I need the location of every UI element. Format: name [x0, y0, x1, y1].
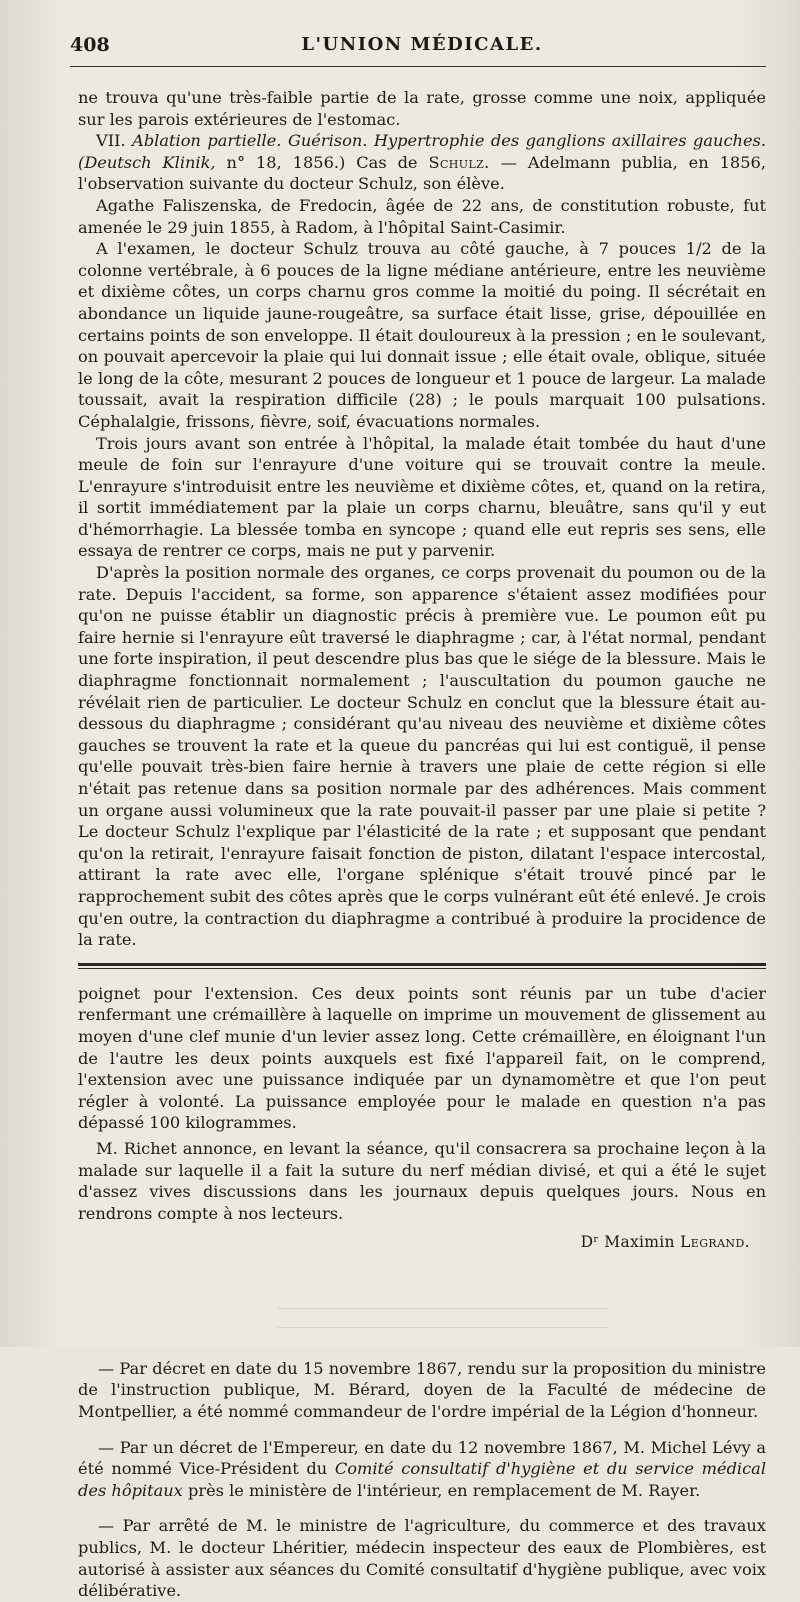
section-text: — Adelmann publia, en 1856, l'observation suivante du docteur Schulz, son élève. [78, 152, 766, 194]
show-through-area [78, 1278, 766, 1358]
section-title: Ablation partielle. Guérison. Hypertrophie des ganglions axillaires gauches. [132, 131, 766, 151]
signature [78, 1232, 750, 1254]
source-citation: (Deutsch Klinik, [78, 152, 216, 172]
news-section [78, 1358, 766, 1602]
signature-name: Legrand. [680, 1233, 750, 1252]
paragraph: Agathe Faliszenska, de Fredocin, âgée de 22 ans, de constitution robuste, fut amenée le 29 juin 1855, à Radom, à l'hôpital Saint-Casimir. [78, 195, 766, 237]
section-divider [78, 963, 766, 969]
section-number: VII. [96, 131, 126, 151]
source-citation-rest: n° 18, 1856.) Cas de [226, 152, 418, 172]
news-text: près le ministère de l'intérieur, en remplacement de M. Rayer. [187, 1480, 701, 1500]
paragraph: D'après la position normale des organes, ce corps provenait du poumon ou de la rate. Depuis l'accident, sa forme, son apparence s'étaient assez modifiées pour qu'on ne puisse établir un diagnostic précis à première vue. Le poumon eût pu faire hernie si l'enrayure eût traversé le diaphragme ; car, à l'état normal, pendant une forte inspiration, il peut descendre plus bas que le siége de la blessure. Mais le diaphragme fonctionnait normalement ; l'auscultation du poumon gauche ne révélait rien de particulier. Le docteur Schulz en conclut que la blessure était au-dessous du diaphragme ; considérant qu'au niveau des neuvième et dixième côtes gauches se trouvent la rate et la queue du pancréas qui lui est contiguë, il pense qu'elle pouvait très-bien faire hernie à travers une plaie de cette région si elle n'était pas retenue dans sa position normale par des adhérences. Mais comment un organe aussi volumineux que la rate pouvait-il passer par une plaie si petite ? Le docteur Schulz l'explique par l'élasticité de la rate ; et supposant que pendant qu'on la retirait, l'enrayure faisait fonction de piston, dilatant l'espace intercostal, attirant la rate avec elle, l'organe splénique s'était trouvé pincé par le rapprochement subit des côtes après que le corps vulnérant eût été enlevé. Je crois qu'en outre, la contraction du diaphragme a contribué à produire la procidence de la rate. [78, 563, 766, 950]
news-item: — Par arrêté de M. le ministre de l'agriculture, du commerce et des travaux publics, M. le docteur Lhéritier, médecin inspecteur des eaux de Plombières, est autorisé à assister aux séances du Comité consultatif d'hygiène publique, avec voix délibérative. [78, 1516, 766, 1601]
committee-name: Comité consultatif d'hygiène et du service médical des hôpitaux [78, 1459, 766, 1500]
page-number: 408 [70, 34, 110, 56]
news-item [78, 1437, 766, 1502]
news-text: — Par un décret de l'Empereur, en date du 12 novembre 1867, M. Michel Lévy a été nommé Vice-Président du [78, 1437, 766, 1479]
paragraph: A l'examen, le docteur Schulz trouva au côté gauche, à 7 pouces 1/2 de la colonne vertébrale, à 6 pouces de la ligne médiane antérieure, entre les neuvième et dixième côtes, un corps charnu gros comme la moitié du poing. Il sécrétait en abondance un liquide jaune-rougeâtre, sa surface était lisse, grise, dépouillée en certains points de son enveloppe. Il était douloureux à la pression ; en le soulevant, on pouvait apercevoir la plaie qui lui donnait issue ; elle était ovale, oblique, située le long de la côte, mesurant 2 pouces de longueur et 1 pouce de largeur. La malade toussait, avait la respiration difficile (28) ; le pouls marquait 100 pulsations. Céphalalgie, frissons, fièvre, soif, évacuations normales. [78, 239, 766, 431]
top-article [78, 87, 766, 951]
header-rule [70, 66, 766, 67]
paragraph: Trois jours avant son entrée à l'hôpital, la malade était tombée du haut d'une meule de foin sur l'enrayure d'une voiture qui se trouvait contre la meule. L'enrayure s'introduisit entre les neuvième et dixième côtes, et, quand on la retira, il sortit immédiatement par la plaie un corps charnu, bleuâtre, sans qu'il y eut d'hémorrhagie. La blessée tomba en syncope ; quand elle eut repris ses sens, elle essaya de rentrer ce corps, mais ne put y parvenir. [78, 433, 766, 561]
paragraph: M. Richet annonce, en levant la séance, qu'il consacrera sa prochaine leçon à la malade sur laquelle il a fait la suture du nerf médian divisé, et qui a été le sujet d'assez vives discussions dans les journaux depuis quelques jours. Nous en rendrons compte à nos lecteurs. [78, 1138, 766, 1223]
paragraph: ne trouva qu'une très-faible partie de la rate, grosse comme une noix, appliquée sur les parois extérieures de l'estomac. [78, 88, 766, 129]
running-title: L'UNION MÉDICALE. [301, 34, 543, 55]
author-name: Schulz. [428, 152, 490, 172]
lower-article [78, 983, 766, 1254]
page-header [70, 28, 766, 64]
news-item: — Par décret en date du 15 novembre 1867, rendu sur la proposition du ministre de l'instruction publique, M. Bérard, doyen de la Faculté de médecine de Montpellier, a été nommé commandeur de l'ordre impérial de la Légion d'honneur. [78, 1358, 766, 1422]
section-heading-paragraph [78, 130, 766, 195]
faded-heading-ghost [278, 1308, 608, 1328]
paragraph: poignet pour l'extension. Ces deux points sont réunis par un tube d'acier renfermant une crémaillère à laquelle on imprime un mouvement de glissement au moyen d'une clef munie d'un levier assez long. Cette crémaillère, en éloignant l'un de l'autre les deux points auxquels est fixé l'appareil fait, on le comprend, l'extension avec une puissance indiquée par un dynamomètre et que l'on peut régler à volonté. La puissance employée pour le malade en question n'a pas dépassé 100 kilogrammes. [78, 983, 766, 1133]
signature-prefix: Dʳ Maximin [580, 1233, 675, 1252]
